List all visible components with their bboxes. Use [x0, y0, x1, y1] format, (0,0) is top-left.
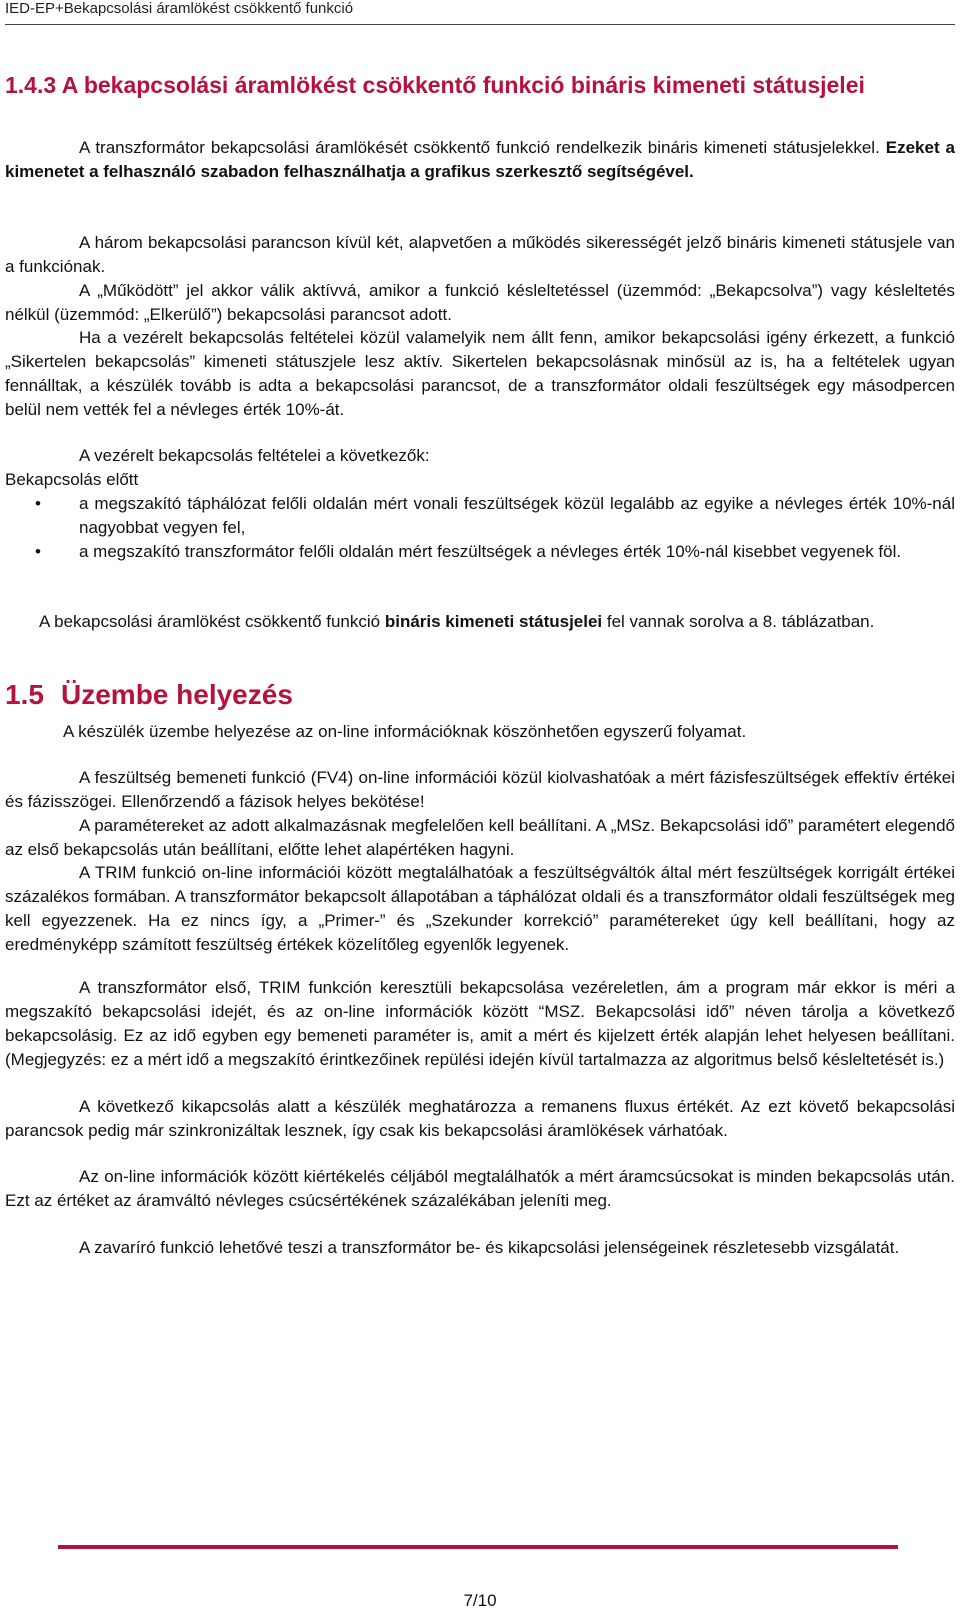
table-ref-pre: A bekapcsolási áramlökést csökkentő funkció [39, 612, 385, 631]
remanence-paragraph [5, 1095, 955, 1143]
intro-bold-text: Ezeket a kimenetet a felhasználó szabadon felhasználhatja a grafikus szerkesztő segítségével. [5, 138, 956, 181]
conditions-intro-paragraph [5, 444, 955, 468]
list-item [5, 540, 955, 564]
fv4-paragraph [5, 766, 955, 814]
conditions-list [5, 492, 955, 564]
section-1-4-3-heading: 1.4.3 A bekapcsolási áramlökést csökkentő funkció bináris kimeneti státusjelei [5, 72, 865, 98]
list-item [5, 492, 955, 540]
mukodott-text: A „Működött” jel akkor válik aktívvá, amikor a funkció késleltetéssel (üzemmód: „Bekapcsolva”) vagy késleltetés nélkül (üzemmód: „Elkerülő”) bekapcsolási parancsot adott. [5, 281, 955, 324]
intro-plain-text: A transzformátor bekapcsolási áramlökését csökkentő funkció rendelkezik bináris kimeneti státusjelekkel. [79, 138, 880, 157]
peak-current-text: Az on-line információk között kiértékelés céljából megtalálhatók a mért áramcsúcsokat is minden bekapcsolás után. Ezt az értéket az áramváltó névleges csúcsértékének százalékában jeleníti meg. [5, 1167, 955, 1210]
three-commands-paragraph [5, 231, 955, 279]
running-header: IED-EP+Bekapcsolási áramlökést csökkentő funkció [5, 0, 354, 17]
table-ref-bold: bináris kimeneti státusjelei [384, 612, 603, 631]
before-label: Bekapcsolás előtt [5, 470, 139, 489]
params-paragraph [5, 814, 955, 862]
page-number: 7/10 [463, 1591, 497, 1610]
params-text: A paramétereket az adott alkalmazásnak megfelelően kell beállítani. A „MSz. Bekapcsolási idő” paramétert elegendő az első bekapcsolás után beállítani, előtte lehet alapértéken hagyni. [5, 816, 955, 859]
peak-current-paragraph [5, 1165, 955, 1213]
trim-text: A TRIM funkció on-line információi között megtalálhatóak a feszültségváltók által mért feszültségek korrigált értékei százalékos formában. A transzformátor bekapcsolt állapotában a táphálózat oldali és a transzformátor oldali feszültségek meg kell egyezzenek. Ha ez nincs így, a „Primer-” és „Szekunder korrekció” paramétereket úgy kell beállítani, hogy az eredményképp számított feszültség értékek közelítőleg egyenlők legyenek. [5, 863, 955, 954]
section-1-5-heading [5, 678, 955, 712]
recorder-paragraph [5, 1236, 955, 1260]
bullet-icon: • [35, 542, 41, 561]
sikertelen-paragraph [5, 326, 955, 422]
first-switching-text: A transzformátor első, TRIM funkción keresztüli bekapcsolása vezéreletlen, ám a program már ekkor is méri a megszakító bekapcsolási idejét, és az on-line információk között “MSZ. Bekapcsolási idő” néven tárolja a következő bekapcsolásig. Ez az idő egyben egy bemeneti paraméter is, amit a mért és kijelzett érték alapján lehet helyesen beállítani. (Megjegyzés: ez a mért idő a megszakító érintkezőinek repülési idején kívül tartalmazza az algoritmus belső késleltetését is.) [5, 978, 955, 1069]
bullet-icon: • [35, 494, 41, 513]
first-switching-paragraph [5, 976, 955, 1072]
header-divider [5, 24, 955, 25]
intro-paragraph [5, 136, 955, 184]
list-item-text: a megszakító táphálózat felőli oldalán mért vonali feszültségek közül legalább az egyike a névleges érték 10%-nál nagyobbat vegyen fel, [79, 494, 955, 537]
commissioning-intro-paragraph [5, 720, 955, 744]
conditions-intro-text: A vezérelt bekapcsolás feltételei a következők: [79, 446, 430, 465]
list-item-text: a megszakító transzformátor felőli oldalán mért feszültségek a névleges érték 10%-nál kisebbet vegyenek föl. [79, 542, 902, 561]
section-1-5-number: 1.5 [5, 679, 44, 710]
sikertelen-text: Ha a vezérelt bekapcsolás feltételei közül valamelyik nem állt fenn, amikor bekapcsolási igény érkezett, a funkció „Sikertelen bekapcsolás” kimeneti státuszjele lesz aktív. Sikertelen bekapcsolásnak minősül az is, ha a feltételek ugyan fennálltak, a készülék tovább is adta a bekapcsolási parancsot, de a transzformátor oldali feszültségek egy másodpercen belül nem vették fel a névleges érték 10%-át. [5, 328, 955, 419]
mukodott-paragraph [5, 279, 955, 327]
three-commands-text: A három bekapcsolási parancson kívül két, alapvetően a működés sikerességét jelző bináris kimeneti státusjele van a funkciónak. [5, 233, 955, 276]
fv4-text: A feszültség bemeneti funkció (FV4) on-line információi közül kiolvashatóak a mért fázisfeszültségek effektív értékei és fázisszögei. Ellenőrzendő a fázisok helyes bekötése! [5, 768, 955, 811]
remanence-text: A következő kikapcsolás alatt a készülék meghatározza a remanens fluxus értékét. Az ezt követő bekapcsolási parancsok pedig már szinkronizáltak lesznek, így csak kis bekapcsolási áramlökések várhatóak. [5, 1097, 955, 1140]
table-ref-post: fel vannak sorolva a 8. táblázatban. [602, 612, 875, 631]
commissioning-intro-text: A készülék üzembe helyezése az on-line információknak köszönhetően egyszerű folyamat. [63, 722, 747, 741]
trim-paragraph [5, 861, 955, 957]
footer-divider [58, 1545, 898, 1549]
recorder-text: A zavaríró funkció lehetővé teszi a transzformátor be- és kikapcsolási jelenségeinek részletesebb vizsgálatát. [79, 1238, 900, 1257]
table-reference-paragraph [5, 610, 955, 634]
section-1-5-title: Üzembe helyezés [61, 679, 293, 710]
